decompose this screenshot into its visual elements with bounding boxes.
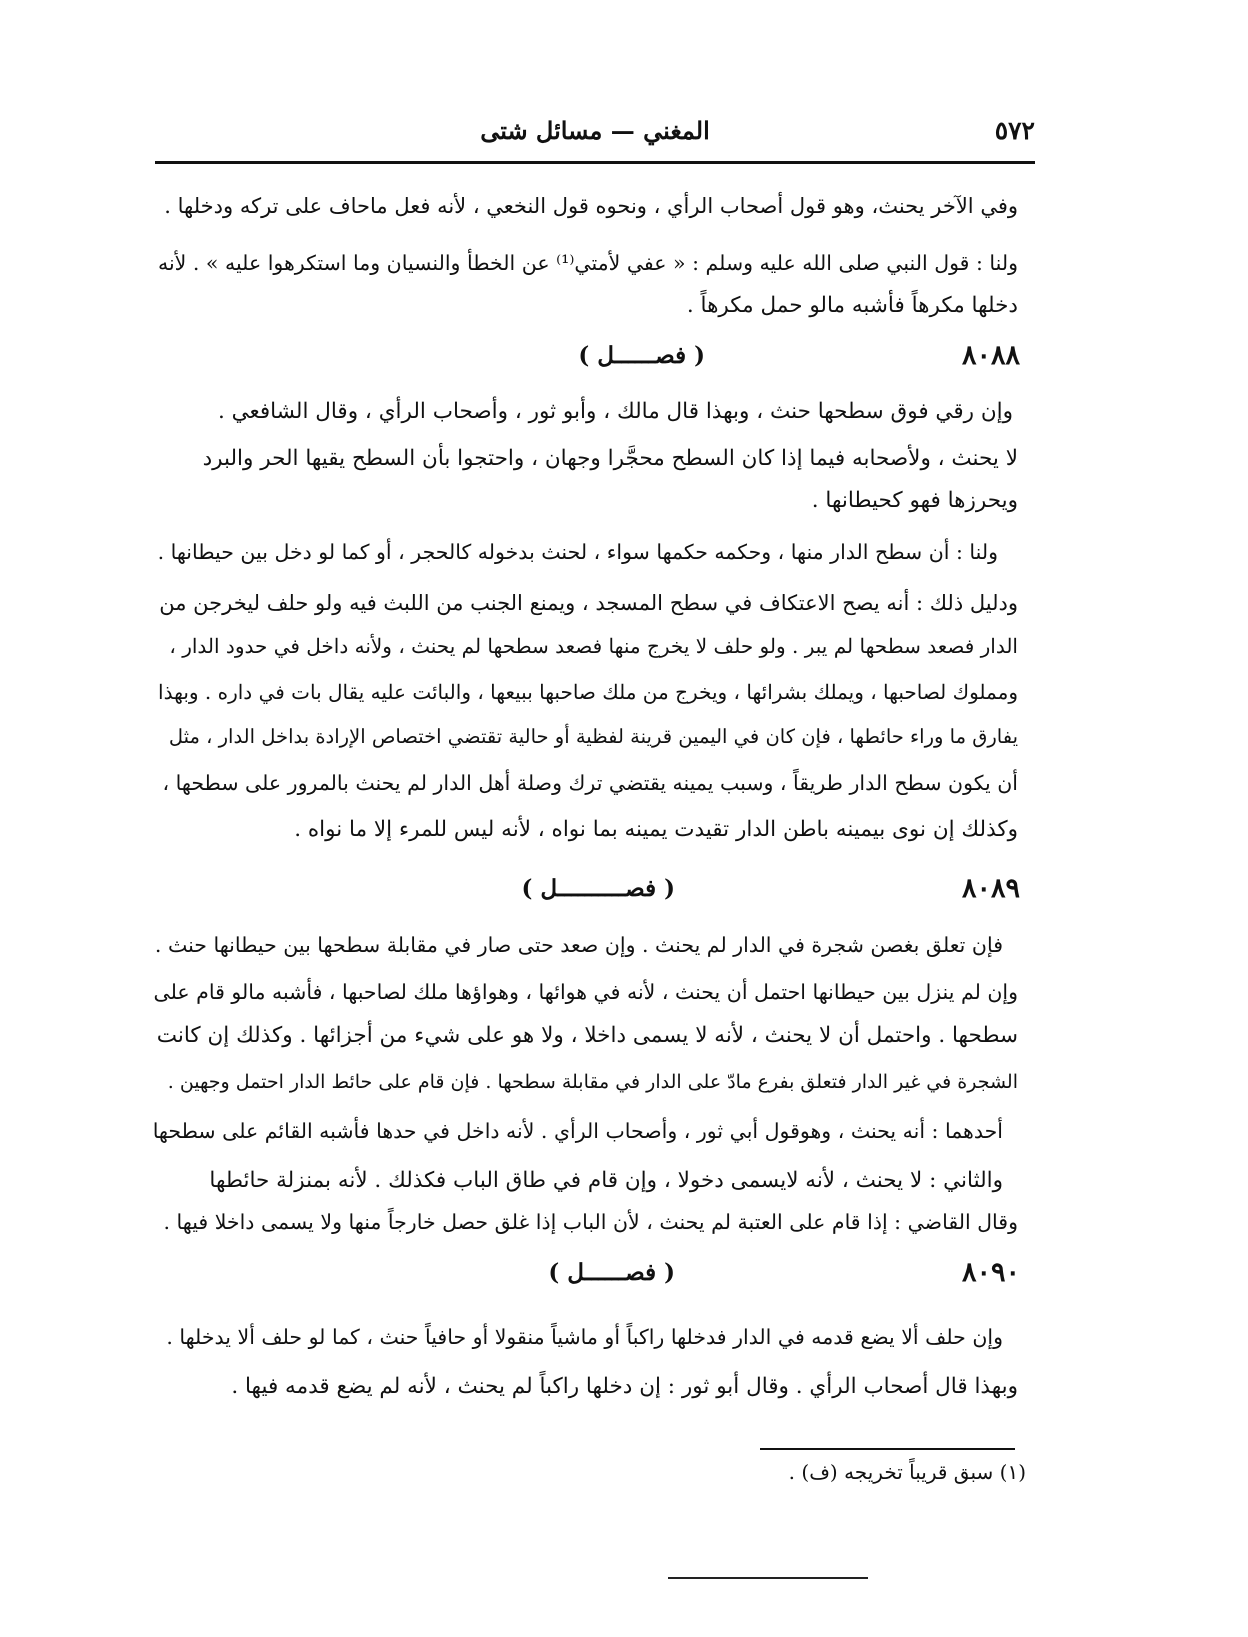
footnote-rule xyxy=(760,1448,1015,1450)
text-line: وفي الآخر يحنث، وهو قول أصحاب الرأي ، ونحوه قول النخعي ، لأنه فعل ماحاف على تركه ودخلها . xyxy=(164,194,1018,218)
text-line: وإن لم ينزل بين حيطانها احتمل أن يحنث ، لأنه في هوائها ، وهواؤها ملك لصاحبها ، فأشبه مالو قام على xyxy=(153,980,1018,1004)
text-line: والثاني : لا يحنث ، لأنه لايسمى دخولا ، وإن قام في طاق الباب فكذلك . لأنه بمنزلة حائطها xyxy=(209,1168,1003,1193)
section-number: ٨٠٨٩ xyxy=(961,873,1020,904)
header-rule xyxy=(155,161,1035,164)
text-line: سطحها . واحتمل أن لا يحنث ، لأنه لا يسمى داخلا ، ولا هو على شيء من أجزائها . وكذلك إن كانت xyxy=(156,1023,1018,1048)
text-line: أحدهما : أنه يحنث ، وهوقول أبي ثور ، وأصحاب الرأي . لأنه داخل في حدها فأشبه القائم على سطحها xyxy=(152,1119,1003,1143)
text-line: وقال القاضي : إذا قام على العتبة لم يحنث ، لأن الباب إذا غلق حصل خارجاً منها ولا يسمى داخلا فيها . xyxy=(163,1210,1018,1234)
bottom-rule xyxy=(668,1577,868,1579)
page-number: ٥٧٢ xyxy=(994,116,1035,145)
text-line: ولنا : أن سطح الدار منها ، وحكمه حكمها سواء ، لحنث بدخوله كالحجر ، أو كما لو دخل بين حيطانها . xyxy=(157,540,998,564)
section-title: ( فصــــــل ) xyxy=(578,342,705,369)
section-number: ٨٠٨٨ xyxy=(961,340,1020,371)
text-line: وكذلك إن نوى بيمينه باطن الدار تقيدت يمينه بما نواه ، لأنه ليس للمرء إلا ما نواه . xyxy=(294,817,1018,842)
section-number: ٨٠٩٠ xyxy=(961,1257,1020,1288)
text-line: ومملوك لصاحبها ، ويملك بشرائها ، ويخرج من ملك صاحبها ببيعها ، والبائت عليه يقال بات في داره . وبهذا xyxy=(158,680,1018,704)
text-line: ودليل ذلك : أنه يصح الاعتكاف في سطح المسجد ، ويمنع الجنب من اللبث فيه ولو حلف ليخرجن من xyxy=(159,591,1018,615)
running-title: المغني — مسائل شتى xyxy=(480,116,710,145)
text-line: الدار فصعد سطحها لم يبر . ولو حلف لا يخرج منها فصعد سطحها لم يحنث ، ولأنه داخل في حدود الدار ، xyxy=(169,634,1018,658)
text-line: ولنا : قول النبي صلى الله عليه وسلم : « عفي لأمتي⁽¹⁾ عن الخطأ والنسيان وما استكرهوا عليه » . لأنه xyxy=(157,251,1018,275)
page-header xyxy=(155,116,1035,156)
text-line: ويحرزها فهو كحيطانها . xyxy=(811,488,1018,513)
section-title: ( فصــــــل ) xyxy=(548,1259,675,1286)
text-line: يفارق ما وراء حائطها ، فإن كان في اليمين قرينة لفظية أو حالية تقتضي اختصاص الإرادة بداخل الدار ، مثل xyxy=(168,725,1018,748)
section-heading-8088 xyxy=(540,340,1020,380)
section-title: ( فصــــــــــل ) xyxy=(521,875,675,902)
section-heading-8090 xyxy=(520,1257,1020,1297)
text-line: وإن حلف ألا يضع قدمه في الدار فدخلها راكباً أو ماشياً منقولا أو حافياً حنث ، كما لو حلف ألا يدخلها . xyxy=(166,1325,1003,1349)
text-line: الشجرة في غير الدار فتعلق بفرع مادّ على الدار في مقابلة سطحها . فإن قام على حائط الدار احتمل وجهين . xyxy=(167,1071,1018,1093)
text-line: فإن تعلق بغصن شجرة في الدار لم يحنث . وإن صعد حتى صار في مقابلة سطحها بين حيطانها حنث . xyxy=(154,933,1003,957)
section-heading-8089 xyxy=(520,873,1020,913)
text-line: أن يكون سطح الدار طريقاً ، وسبب يمينه يقتضي ترك وصلة أهل الدار لم يحنث بالمرور على سطحها ، xyxy=(162,771,1018,795)
text-line: وإن رقي فوق سطحها حنث ، وبهذا قال مالك ، وأبو ثور ، وأصحاب الرأي ، وقال الشافعي . xyxy=(217,399,1013,424)
text-line: وبهذا قال أصحاب الرأي . وقال أبو ثور : إن دخلها راكباً لم يحنث ، لأنه لم يضع قدمه فيها . xyxy=(231,1374,1018,1399)
text-line: لا يحنث ، ولأصحابه فيما إذا كان السطح محجَّرا وجهان ، واحتجوا بأن السطح يقيها الحر والبرد xyxy=(202,446,1018,471)
text-line: دخلها مكرهاً فأشبه مالو حمل مكرهاً . xyxy=(686,293,1018,318)
footnote: (١) سبق قريباً تخريجه (ف) . xyxy=(788,1460,1026,1484)
